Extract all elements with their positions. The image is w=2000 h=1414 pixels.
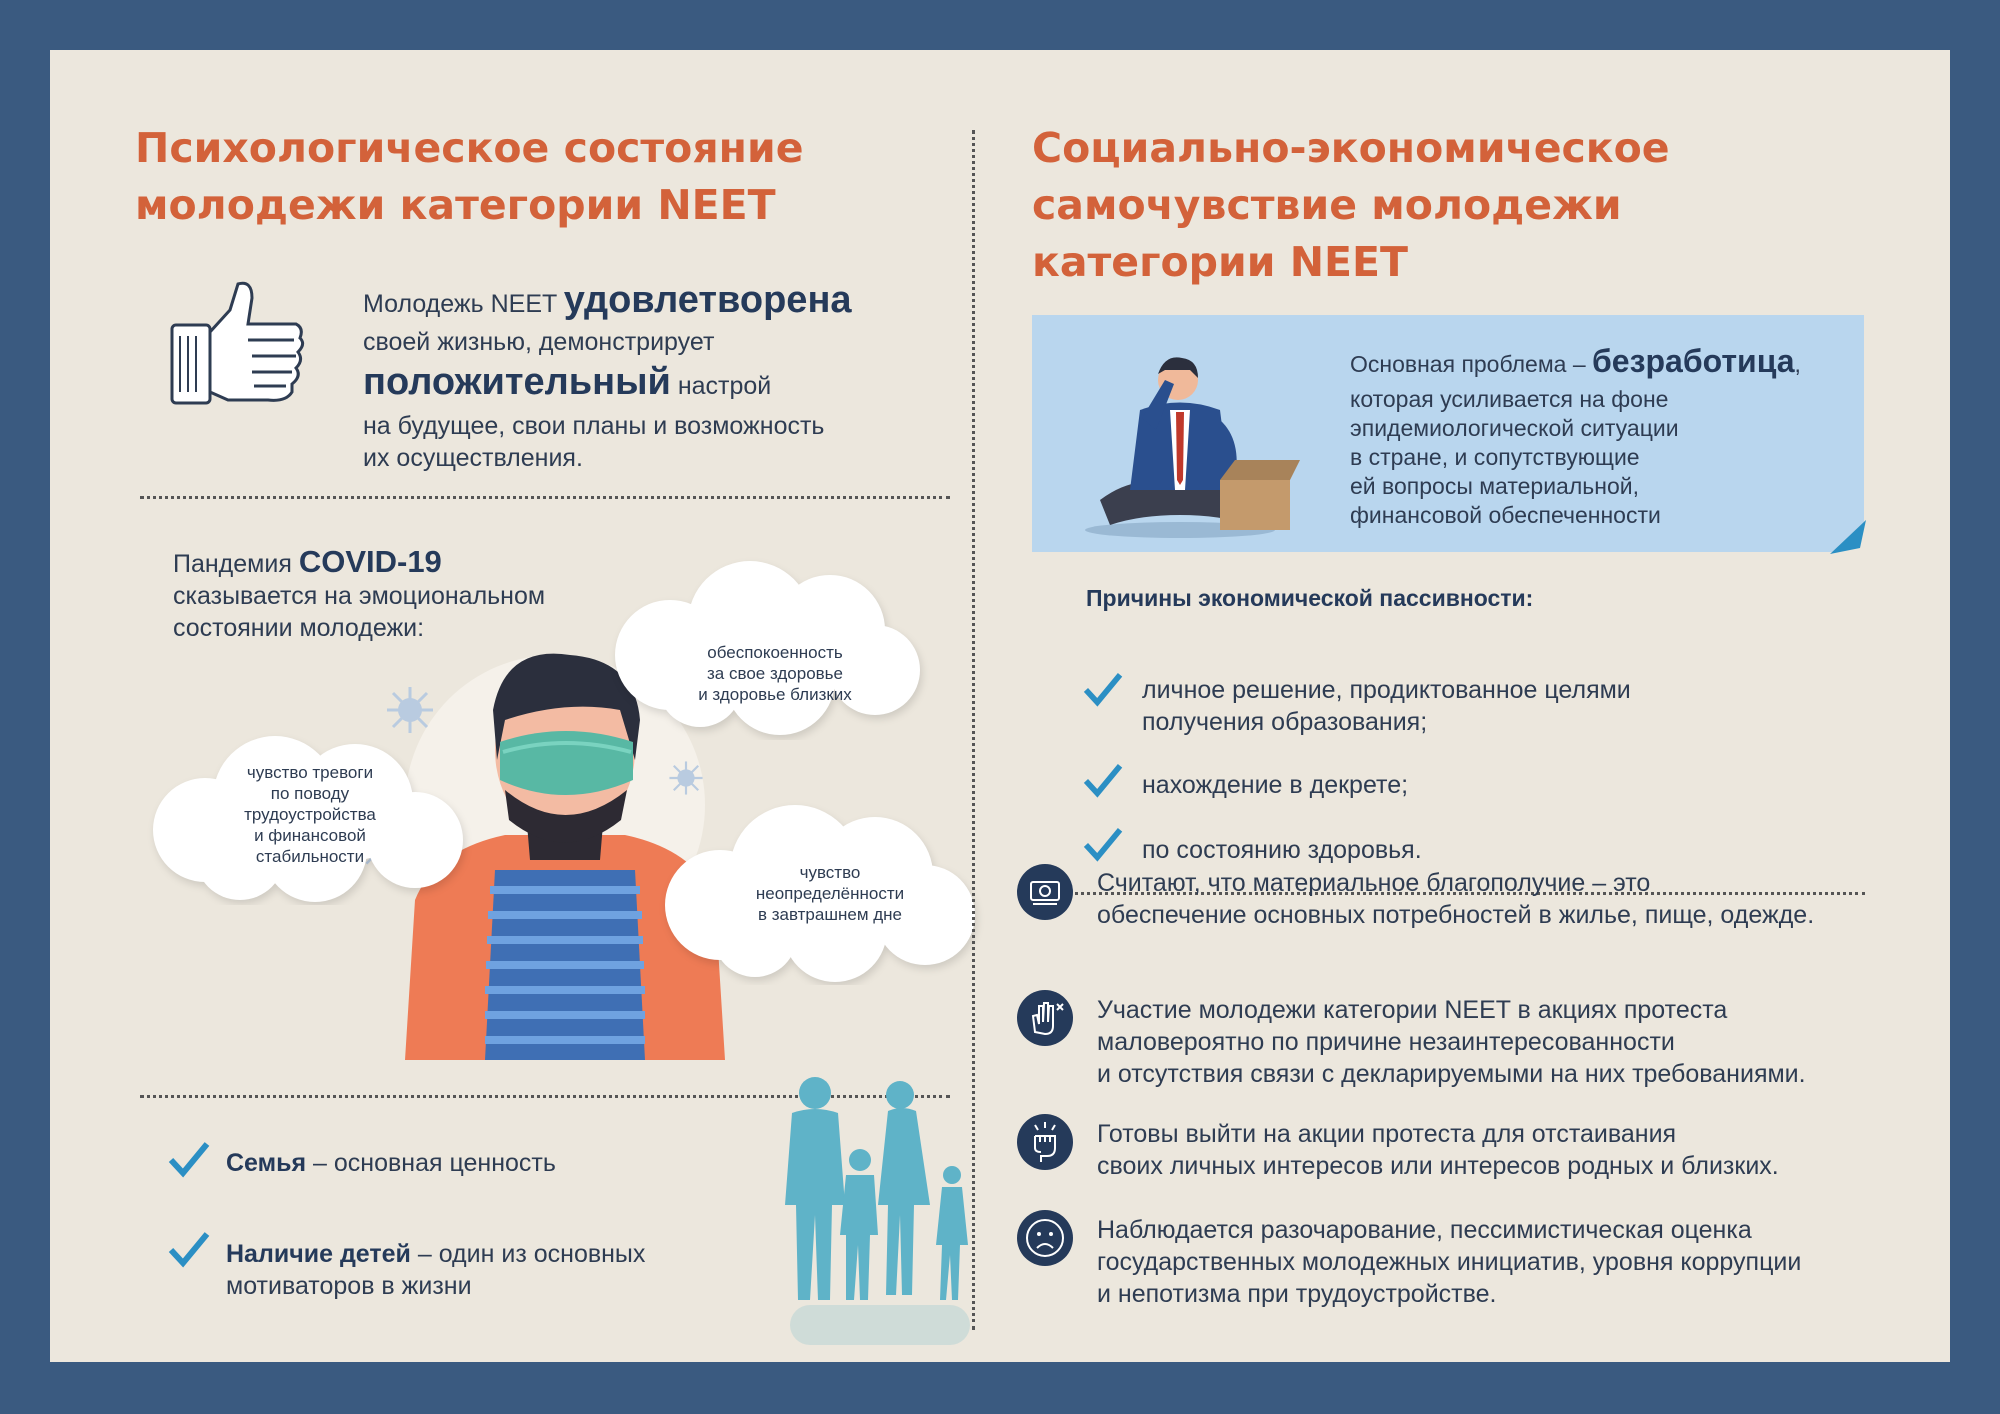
value-children: Наличие детей – один из основных мотиваторов в жизни bbox=[226, 1240, 646, 1300]
divider bbox=[140, 496, 950, 499]
reason-item: по состоянию здоровья. bbox=[1142, 836, 1422, 864]
fact-text: Участие молодежи категории NEET в акциях протеста маловероятно по причине незаинтересованности и отсутствия связи с декларируемыми на них требованиями. bbox=[1097, 996, 1806, 1088]
virus-icon bbox=[668, 760, 704, 796]
fact-text: Считают, что материальное благополучие – это обеспечение основных потребностей в жилье, пище, одежде. bbox=[1097, 869, 1815, 929]
fact-text: Наблюдается разочарование, пессимистическая оценка государственных молодежных инициатив, уровня коррупции и непотизма при трудоустройстве. bbox=[1097, 1216, 1802, 1308]
sad-man-illustration bbox=[1070, 340, 1310, 540]
reason-item: личное решение, продиктованное целями получения образования; bbox=[1142, 676, 1631, 736]
value-family: Семья – основная ценность bbox=[226, 1149, 556, 1177]
covid-text: Пандемия COVID-19 сказывается на эмоциональном состоянии молодежи: bbox=[173, 544, 546, 642]
check-icon bbox=[1083, 762, 1123, 798]
virus-icon bbox=[385, 685, 435, 735]
cloud-anxiety-text: чувство тревоги по поводу трудоустройства и финансовой стабильности bbox=[244, 763, 376, 866]
check-icon bbox=[1083, 671, 1123, 707]
check-icon bbox=[168, 1230, 210, 1268]
problem-text: Основная проблема – безработица, которая усиливается на фоне эпидемиологической ситуации в стране, и сопутствующие ей вопросы материальной, финансовой обеспеченности bbox=[1350, 343, 1801, 528]
money-icon bbox=[1015, 862, 1075, 922]
intro-text: Молодежь NEET удовлетворена своей жизнью, демонстрирует положительный настрой на будущее, свои планы и возможность их осуществления. bbox=[363, 279, 852, 472]
cloud-uncertainty-text: чувство неопределённости в завтрашнем дне bbox=[755, 863, 905, 924]
reasons-title: Причины экономической пассивности: bbox=[1086, 585, 1534, 611]
check-icon bbox=[1083, 826, 1123, 862]
family-silhouette-icon bbox=[730, 1065, 980, 1355]
right-title: Социально-экономическое самочувствие молодежи категории NEET bbox=[1032, 124, 1670, 286]
check-icon bbox=[168, 1140, 210, 1178]
fist-icon bbox=[1015, 1112, 1075, 1172]
thumbs-up-icon bbox=[168, 280, 308, 410]
cloud-health-text: обеспокоенность за свое здоровье и здоровье близких bbox=[698, 643, 852, 704]
reason-item: нахождение в декрете; bbox=[1142, 771, 1409, 799]
fact-text: Готовы выйти на акции протеста для отстаивания своих личных интересов или интересов родных и близких. bbox=[1097, 1120, 1779, 1180]
left-title: Психологическое состояние молодежи категории NEET bbox=[135, 124, 804, 229]
raised-hand-icon bbox=[1015, 988, 1075, 1048]
sad-face-icon bbox=[1015, 1208, 1075, 1268]
infographic-card bbox=[50, 50, 1950, 1362]
column-divider bbox=[972, 130, 975, 1330]
